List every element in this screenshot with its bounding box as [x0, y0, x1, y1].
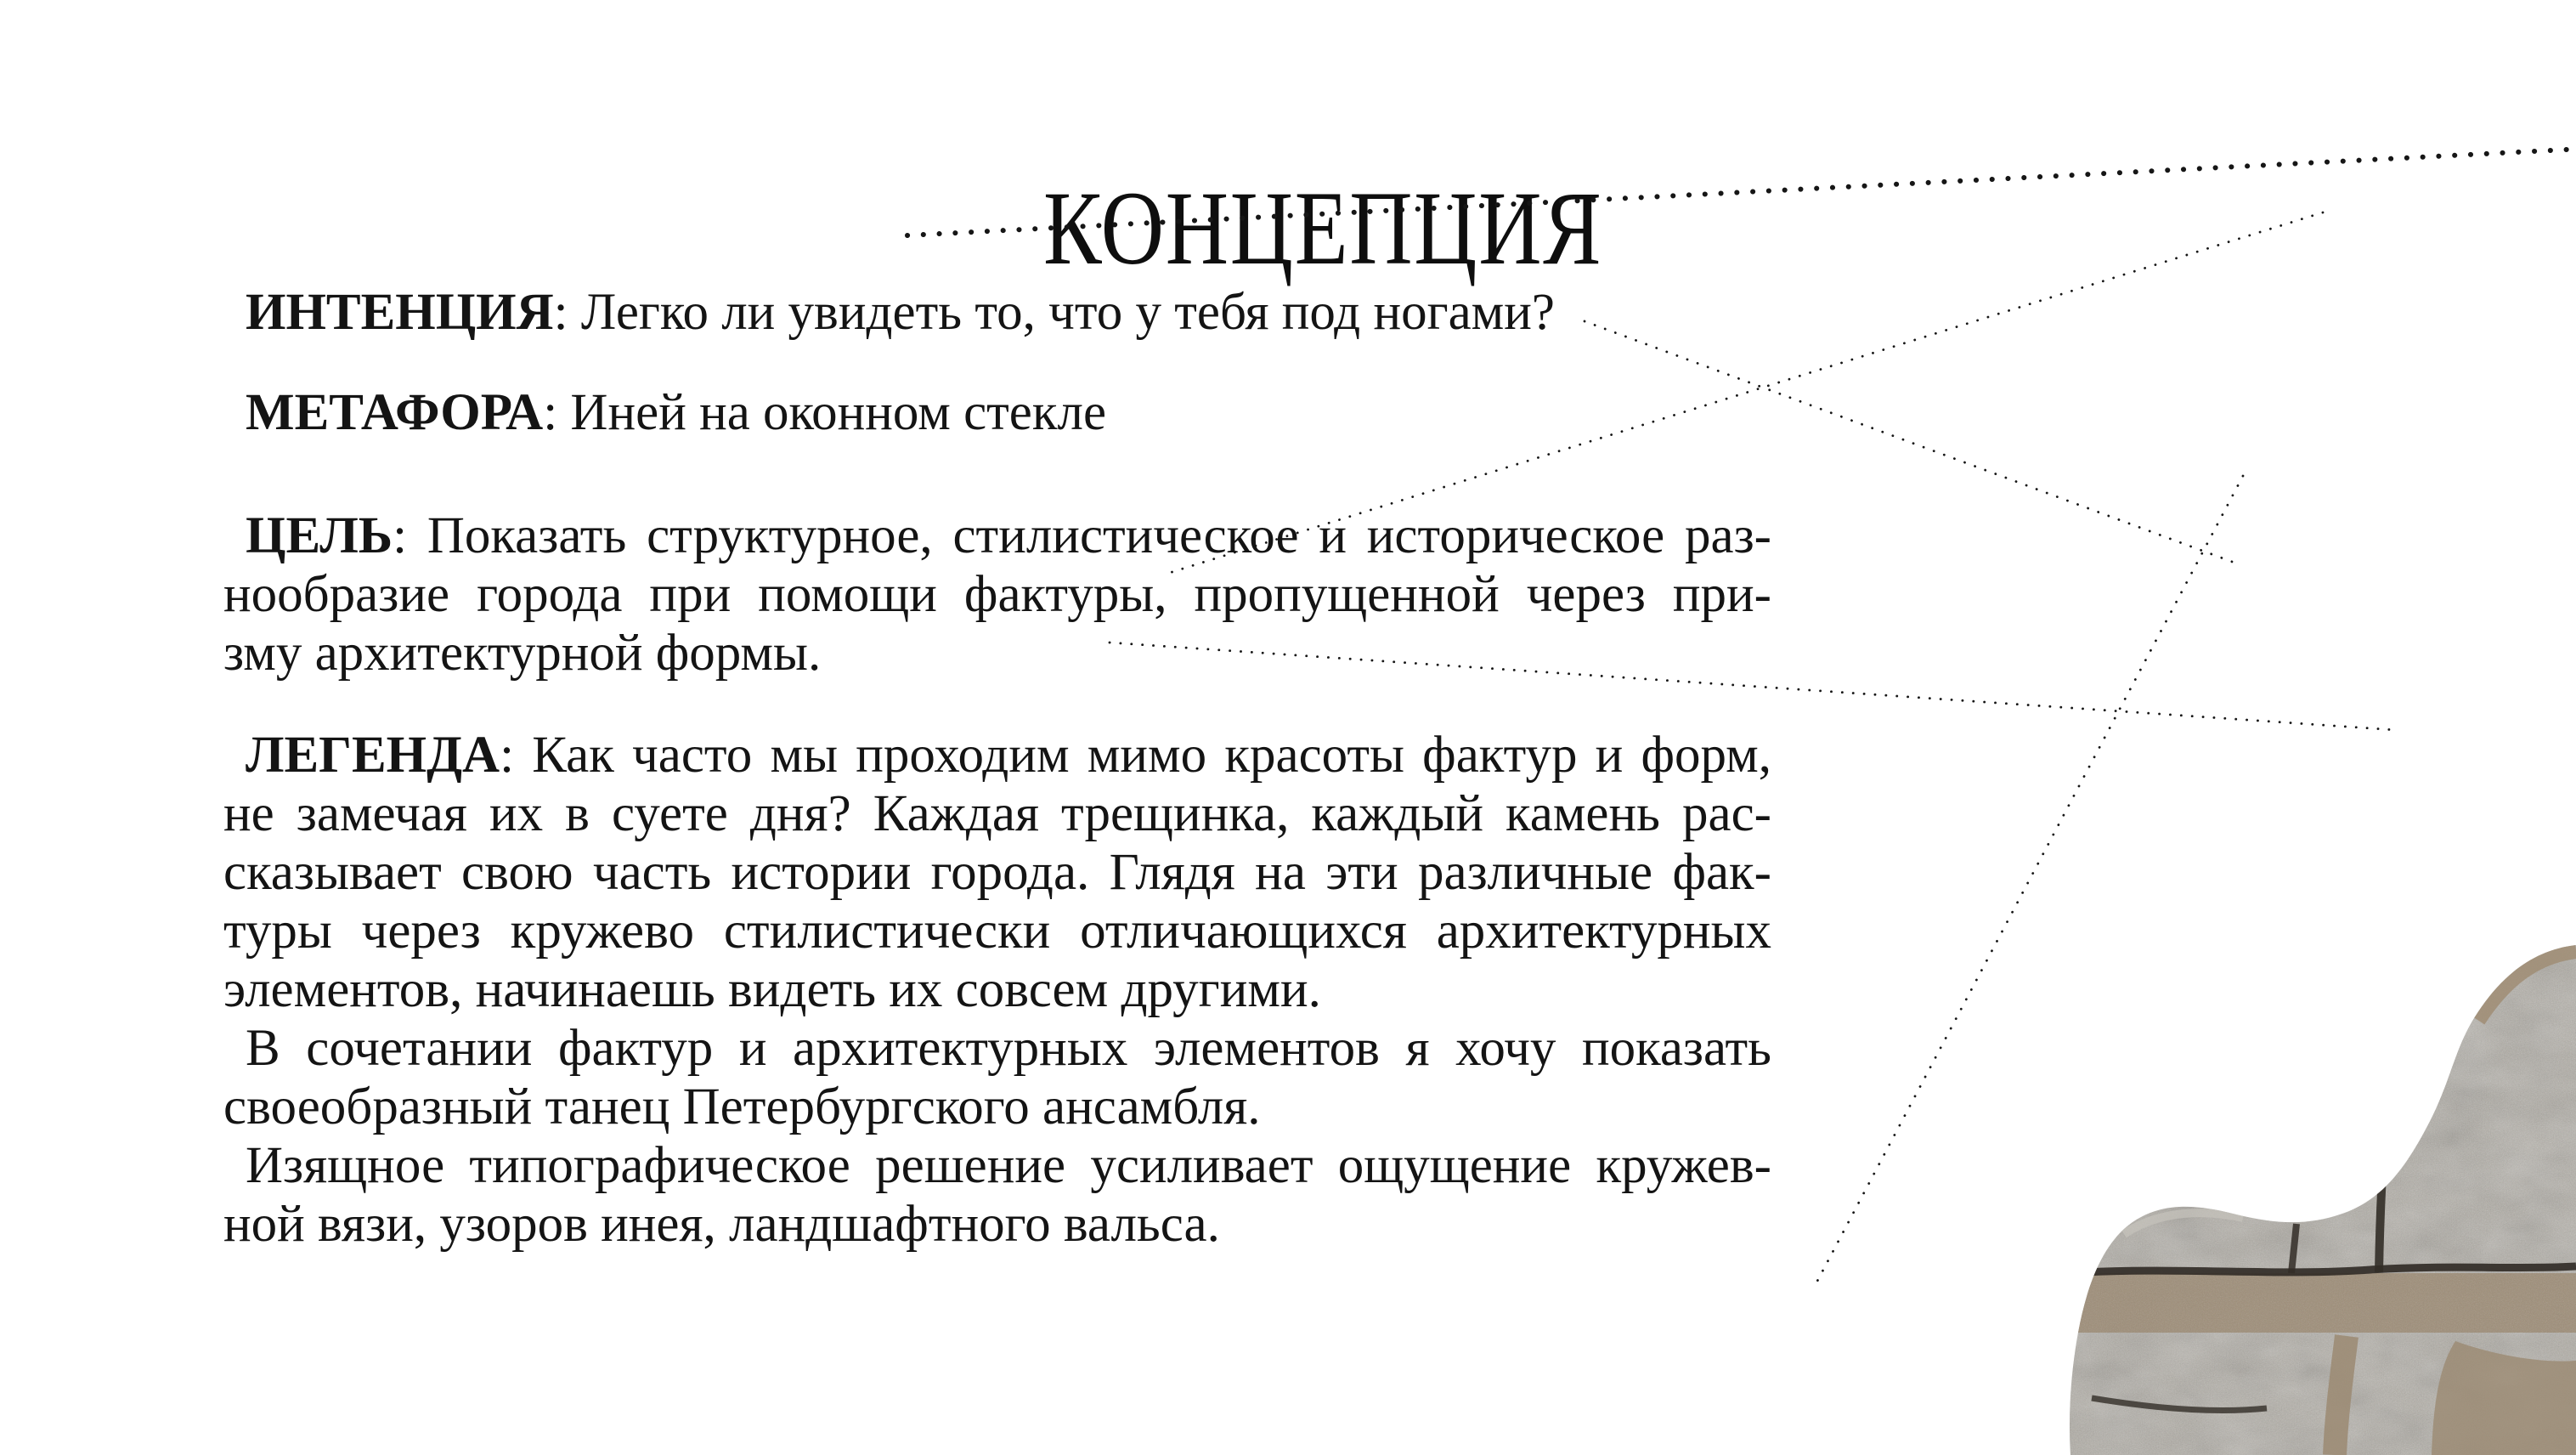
stone-photo — [2022, 918, 2576, 1455]
lower-vertical-seam — [2335, 1336, 2347, 1455]
page-title: КОНЦЕПЦИЯ — [1043, 170, 1603, 287]
text-line: ИНТЕНЦИЯ: Легко ли увидеть то, что у тебя под ногами? — [246, 284, 1556, 341]
paragraph-intention — [223, 283, 1771, 342]
concept-text — [223, 0, 1771, 1455]
text-line: туры через кружево стилистически отличающихся архитектурных — [223, 903, 1771, 960]
upper-joint-seam — [2385, 1024, 2389, 1132]
text-line: ной вязи, узоров инея, ландшафтного вальса. — [223, 1196, 1220, 1253]
text-line: элементов, начинаешь видеть их совсем другими. — [223, 961, 1321, 1018]
text-line: В сочетании фактур и архитектурных элементов я хочу показать — [246, 1020, 1771, 1077]
text-line: не замечая их в суете дня? Каждая трещинка, каждый камень рас- — [223, 785, 1771, 842]
text-line: МЕТАФОРА: Иней на оконном стекле — [246, 384, 1107, 441]
text-line: Изящное типографическое решение усиливает ощущение кружев- — [246, 1137, 1771, 1194]
text-line: нообразие города при помощи фактуры, пропущенной через при- — [223, 566, 1771, 623]
line-label: ИНТЕНЦИЯ — [246, 284, 554, 341]
text-line: зму архитектурной формы. — [223, 625, 822, 682]
text-line: своеобразный танец Петербургского ансамбля. — [223, 1079, 1261, 1135]
text-line: ЛЕГЕНДА: Как часто мы проходим мимо красоты фактур и форм, — [246, 727, 1771, 784]
paragraph-metaphor — [223, 383, 1771, 442]
line-label: МЕТАФОРА — [246, 384, 544, 441]
line-label: ЦЕЛЬ — [246, 507, 393, 564]
paragraph-legend — [223, 726, 1771, 1254]
mortar-band-texture — [2039, 1273, 2576, 1333]
steep-dotted-line — [1815, 476, 2243, 1286]
paragraph-goal — [223, 507, 1771, 682]
text-line: сказывает свою часть истории города. Глядя на эти различные фак- — [223, 844, 1771, 901]
line-label: ЛЕГЕНДА — [246, 727, 500, 784]
text-line: ЦЕЛЬ: Показать структурное, стилистическое и историческое раз- — [246, 507, 1771, 564]
